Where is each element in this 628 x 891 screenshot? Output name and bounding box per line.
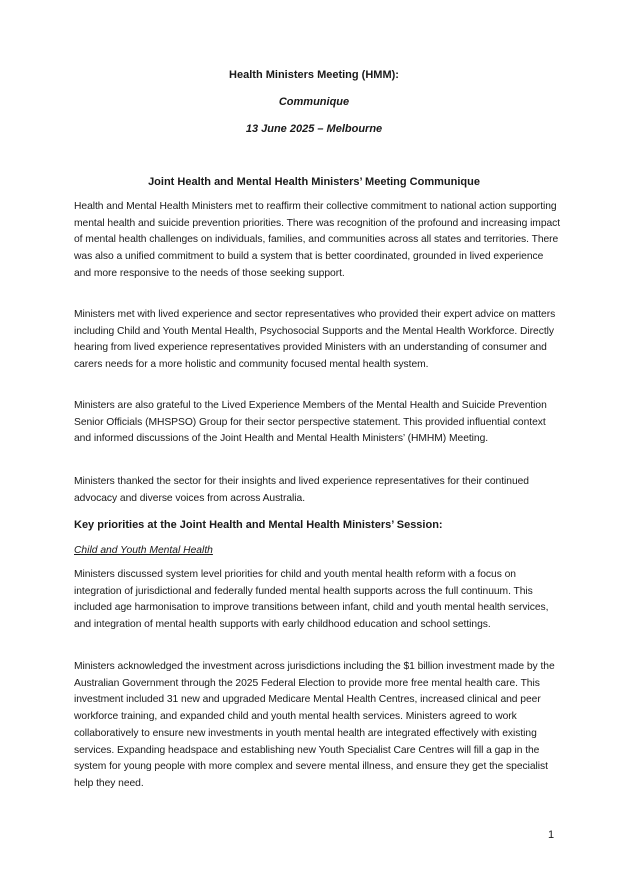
document-date: 13 June 2025 – Melbourne xyxy=(245,123,383,135)
key-priorities-heading: Key priorities at the Joint Health and Mental Health Ministers’ Session: xyxy=(74,519,443,531)
joint-meeting-heading: Joint Health and Mental Health Ministers’ Meeting Communique xyxy=(148,176,480,188)
paragraph-text: Health and Mental Health Ministers met to reaffirm their collective commitment to national action supporting mental health and suicide prevention priorities. There was recognition of the profound and increasing impact of mental health challenges on individuals, families, and communities across all states and territories. There was also a unified commitment to build a system that is better coordinated, grounded in lived experience and more responsive to the needs of those seeking support. xyxy=(74,201,561,279)
paragraph xyxy=(74,567,562,634)
document-subtitle: Communique xyxy=(278,96,350,108)
paragraph xyxy=(74,659,562,793)
paragraph-text: Ministers discussed system level priorities for child and youth mental health reform with a focus on integration of jurisdictional and federally funded mental health supports across the full continuum. This included age harmonisation to improve transitions between infant, child and youth mental health services, and integration of mental health supports with early childhood education and school settings. xyxy=(74,569,549,631)
paragraph-text: Ministers are also grateful to the Lived Experience Members of the Mental Health and Suicide Prevention Senior Officials (MHSPSO) Group for their sector perspective statement. This provided influential context and informed discussions of the Joint Health and Mental Health Ministers’ (HMHM) Meeting. xyxy=(74,400,547,445)
document-title: Health Ministers Meeting (HMM): xyxy=(229,69,399,81)
paragraph xyxy=(74,307,562,374)
page-number: 1 xyxy=(548,829,555,841)
child-youth-heading: Child and Youth Mental Health xyxy=(74,545,213,556)
paragraph-text: Ministers thanked the sector for their insights and lived experience representatives for their continued advocacy and diverse voices from across Australia. xyxy=(74,476,529,504)
paragraph-text: Ministers met with lived experience and sector representatives who provided their expert advice on matters including Child and Youth Mental Health, Psychosocial Supports and the Mental Health Workforce. Directly hearing from lived experience representatives provided Ministers with an understanding of consumer and carers needs for a more holistic and community focused mental health system. xyxy=(74,309,556,371)
paragraph xyxy=(74,474,562,507)
paragraph xyxy=(74,398,562,448)
paragraph xyxy=(74,199,562,283)
paragraph-text: Ministers acknowledged the investment across jurisdictions including the $1 billion investment made by the Australian Government through the 2025 Federal Election to provide more free mental health care. This investment included 31 new and upgraded Medicare Mental Health Centres, increased clinical and peer workforce training, and expanded child and youth mental health services. Ministers agreed to work collaboratively to ensure new investments in youth mental health are integrated effectively with existing services. Expanding headspace and establishing new Youth Specialist Care Centres will fill a gap in the system for young people with more complex and severe mental illness, and ensure they get the specialist help they need. xyxy=(74,661,555,789)
